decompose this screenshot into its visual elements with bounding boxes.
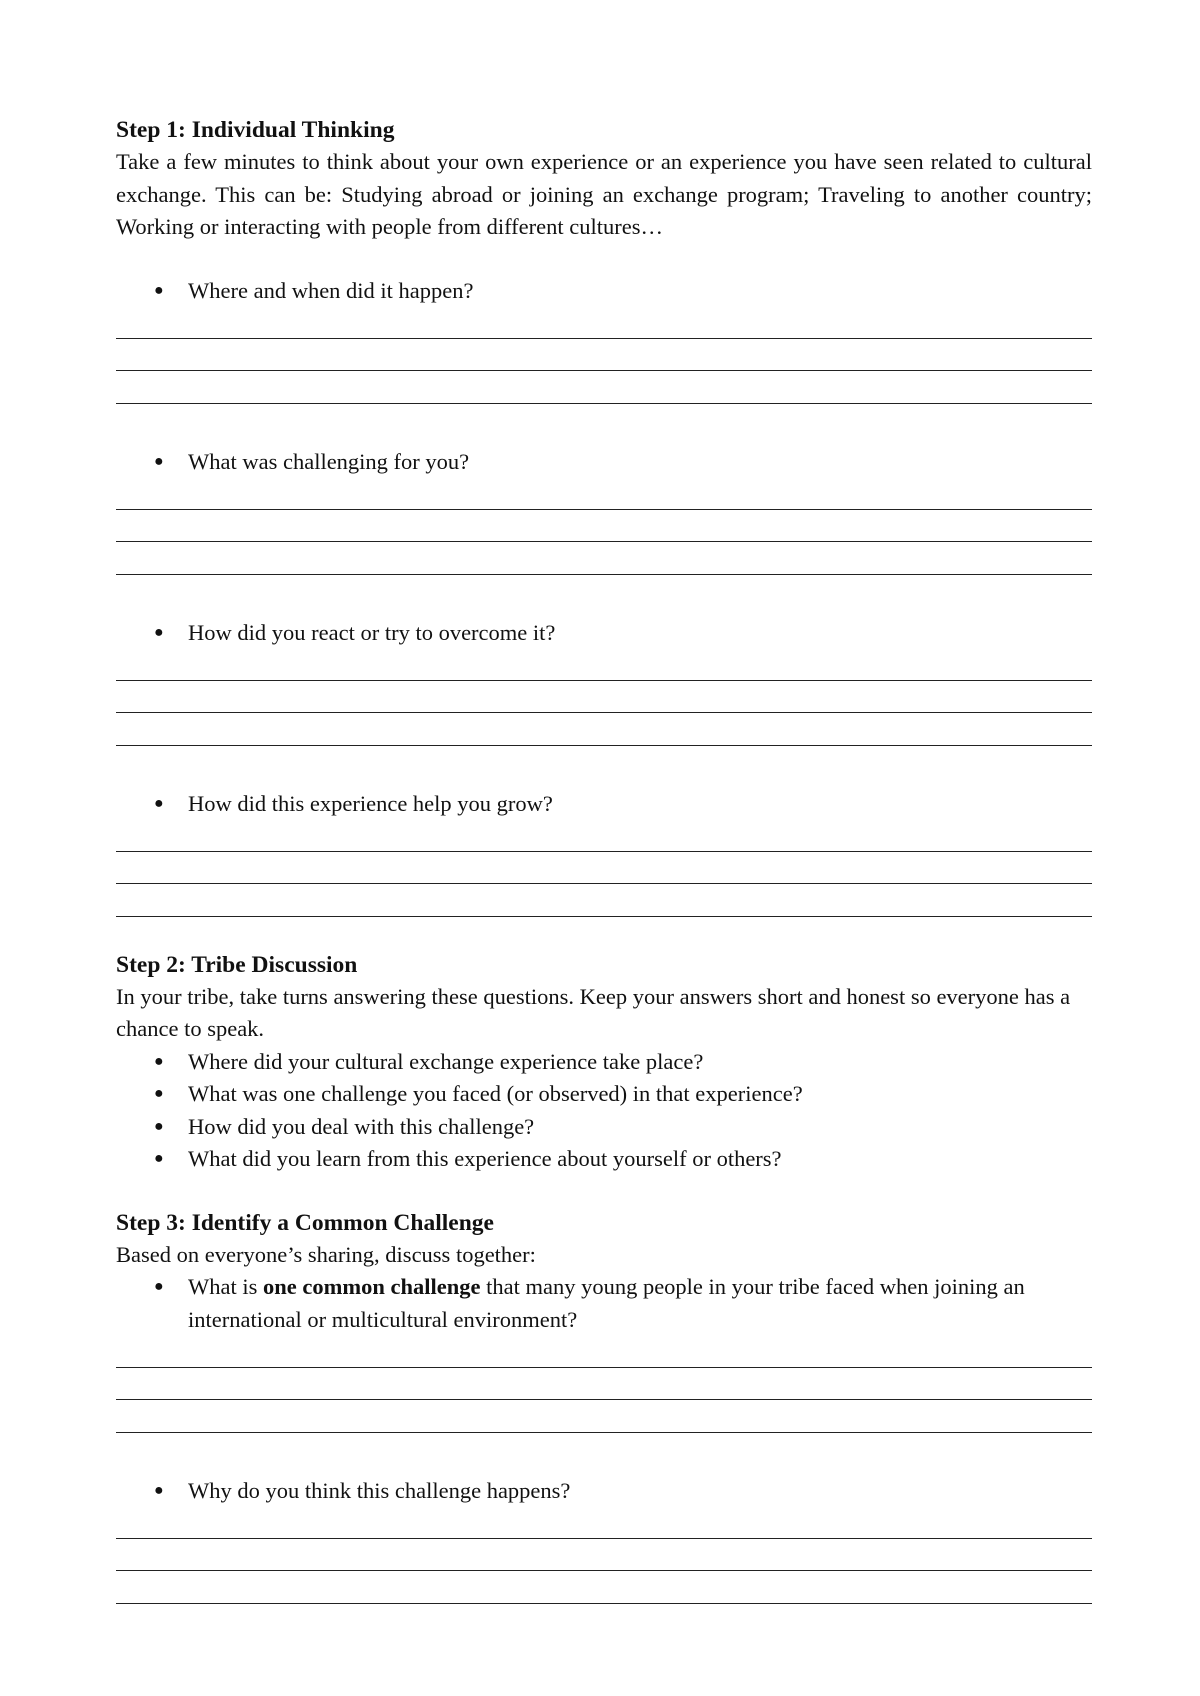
answer-lines[interactable]: [116, 656, 1092, 754]
answer-line[interactable]: [116, 1400, 1092, 1433]
list-item: ● Where did your cultural exchange experience take place?: [116, 1046, 1092, 1079]
step3-intro: Based on everyone’s sharing, discuss together:: [116, 1241, 536, 1267]
bullet-icon: ●: [154, 1150, 164, 1167]
bullet-icon: ●: [154, 1085, 164, 1102]
answer-line[interactable]: [116, 339, 1092, 372]
list-item: ● What did you learn from this experience about yourself or others?: [116, 1143, 1092, 1176]
step3-question-1: ● What is one common challenge that many young people in your tribe faced when joining an international or multicultural environment?: [116, 1271, 1092, 1336]
answer-lines[interactable]: [116, 1514, 1092, 1612]
answer-line[interactable]: [116, 1335, 1092, 1368]
answer-line[interactable]: [116, 510, 1092, 543]
step1-question-block: [116, 275, 1092, 412]
step1-question-2: ● What was challenging for you?: [116, 446, 1092, 479]
step2-intro: In your tribe, take turns answering these questions. Keep your answers short and honest so everyone has a chance to speak.: [116, 983, 1071, 1041]
step3-question-2: ● Why do you think this challenge happens?: [116, 1475, 1092, 1508]
answer-lines[interactable]: [116, 1343, 1092, 1441]
answer-line[interactable]: [116, 1539, 1092, 1572]
answer-line[interactable]: [116, 648, 1092, 681]
bullet-icon: ●: [154, 1481, 164, 1499]
answer-line[interactable]: [116, 1368, 1092, 1401]
list-item: ● What was one challenge you faced (or observed) in that experience?: [116, 1078, 1092, 1111]
answer-line[interactable]: [116, 852, 1092, 885]
step2-question-list: [116, 1046, 1092, 1176]
step1-question-block: [116, 446, 1092, 583]
step3-question-block: [116, 1271, 1092, 1441]
bullet-icon: ●: [154, 794, 164, 812]
emphasis-text: one common challenge: [262, 1274, 481, 1299]
step1-heading: Step 1: Individual Thinking: [116, 117, 395, 143]
answer-line[interactable]: [116, 1506, 1092, 1539]
answer-lines[interactable]: [116, 827, 1092, 925]
bullet-icon: ●: [154, 1052, 164, 1070]
answer-lines[interactable]: [116, 485, 1092, 583]
list-item: ● How did you deal with this challenge?: [116, 1111, 1092, 1144]
step1-question-3: ● How did you react or try to overcome it?: [116, 617, 1092, 650]
step3-heading: Step 3: Identify a Common Challenge: [116, 1209, 494, 1236]
answer-line[interactable]: [116, 1571, 1092, 1604]
step1-question-block: [116, 617, 1092, 754]
step1-intro: Take a few minutes to think about your own experience or an experience you have seen related to cultural exchange. This can be: Studying abroad or joining an exchange program; Traveling to another country; Working or interacting with people from different cultures…: [116, 149, 1092, 239]
bullet-icon: ●: [154, 281, 164, 299]
answer-line[interactable]: [116, 477, 1092, 510]
bullet-icon: ●: [154, 1278, 164, 1295]
answer-lines[interactable]: [116, 314, 1092, 412]
answer-line[interactable]: [116, 542, 1092, 575]
answer-line[interactable]: [116, 884, 1092, 917]
answer-line[interactable]: [116, 819, 1092, 852]
answer-line[interactable]: [116, 371, 1092, 404]
bullet-icon: ●: [154, 623, 164, 641]
answer-line[interactable]: [116, 713, 1092, 746]
bullet-icon: ●: [154, 452, 164, 470]
step3-question-block: [116, 1475, 1092, 1612]
step1-question-block: [116, 788, 1092, 925]
step1-question-4: ● How did this experience help you grow?: [116, 788, 1092, 821]
step2-heading: Step 2: Tribe Discussion: [116, 951, 358, 978]
answer-line[interactable]: [116, 306, 1092, 339]
answer-line[interactable]: [116, 681, 1092, 714]
step1-question-1: ● Where and when did it happen?: [116, 275, 1092, 308]
bullet-icon: ●: [154, 1117, 164, 1135]
